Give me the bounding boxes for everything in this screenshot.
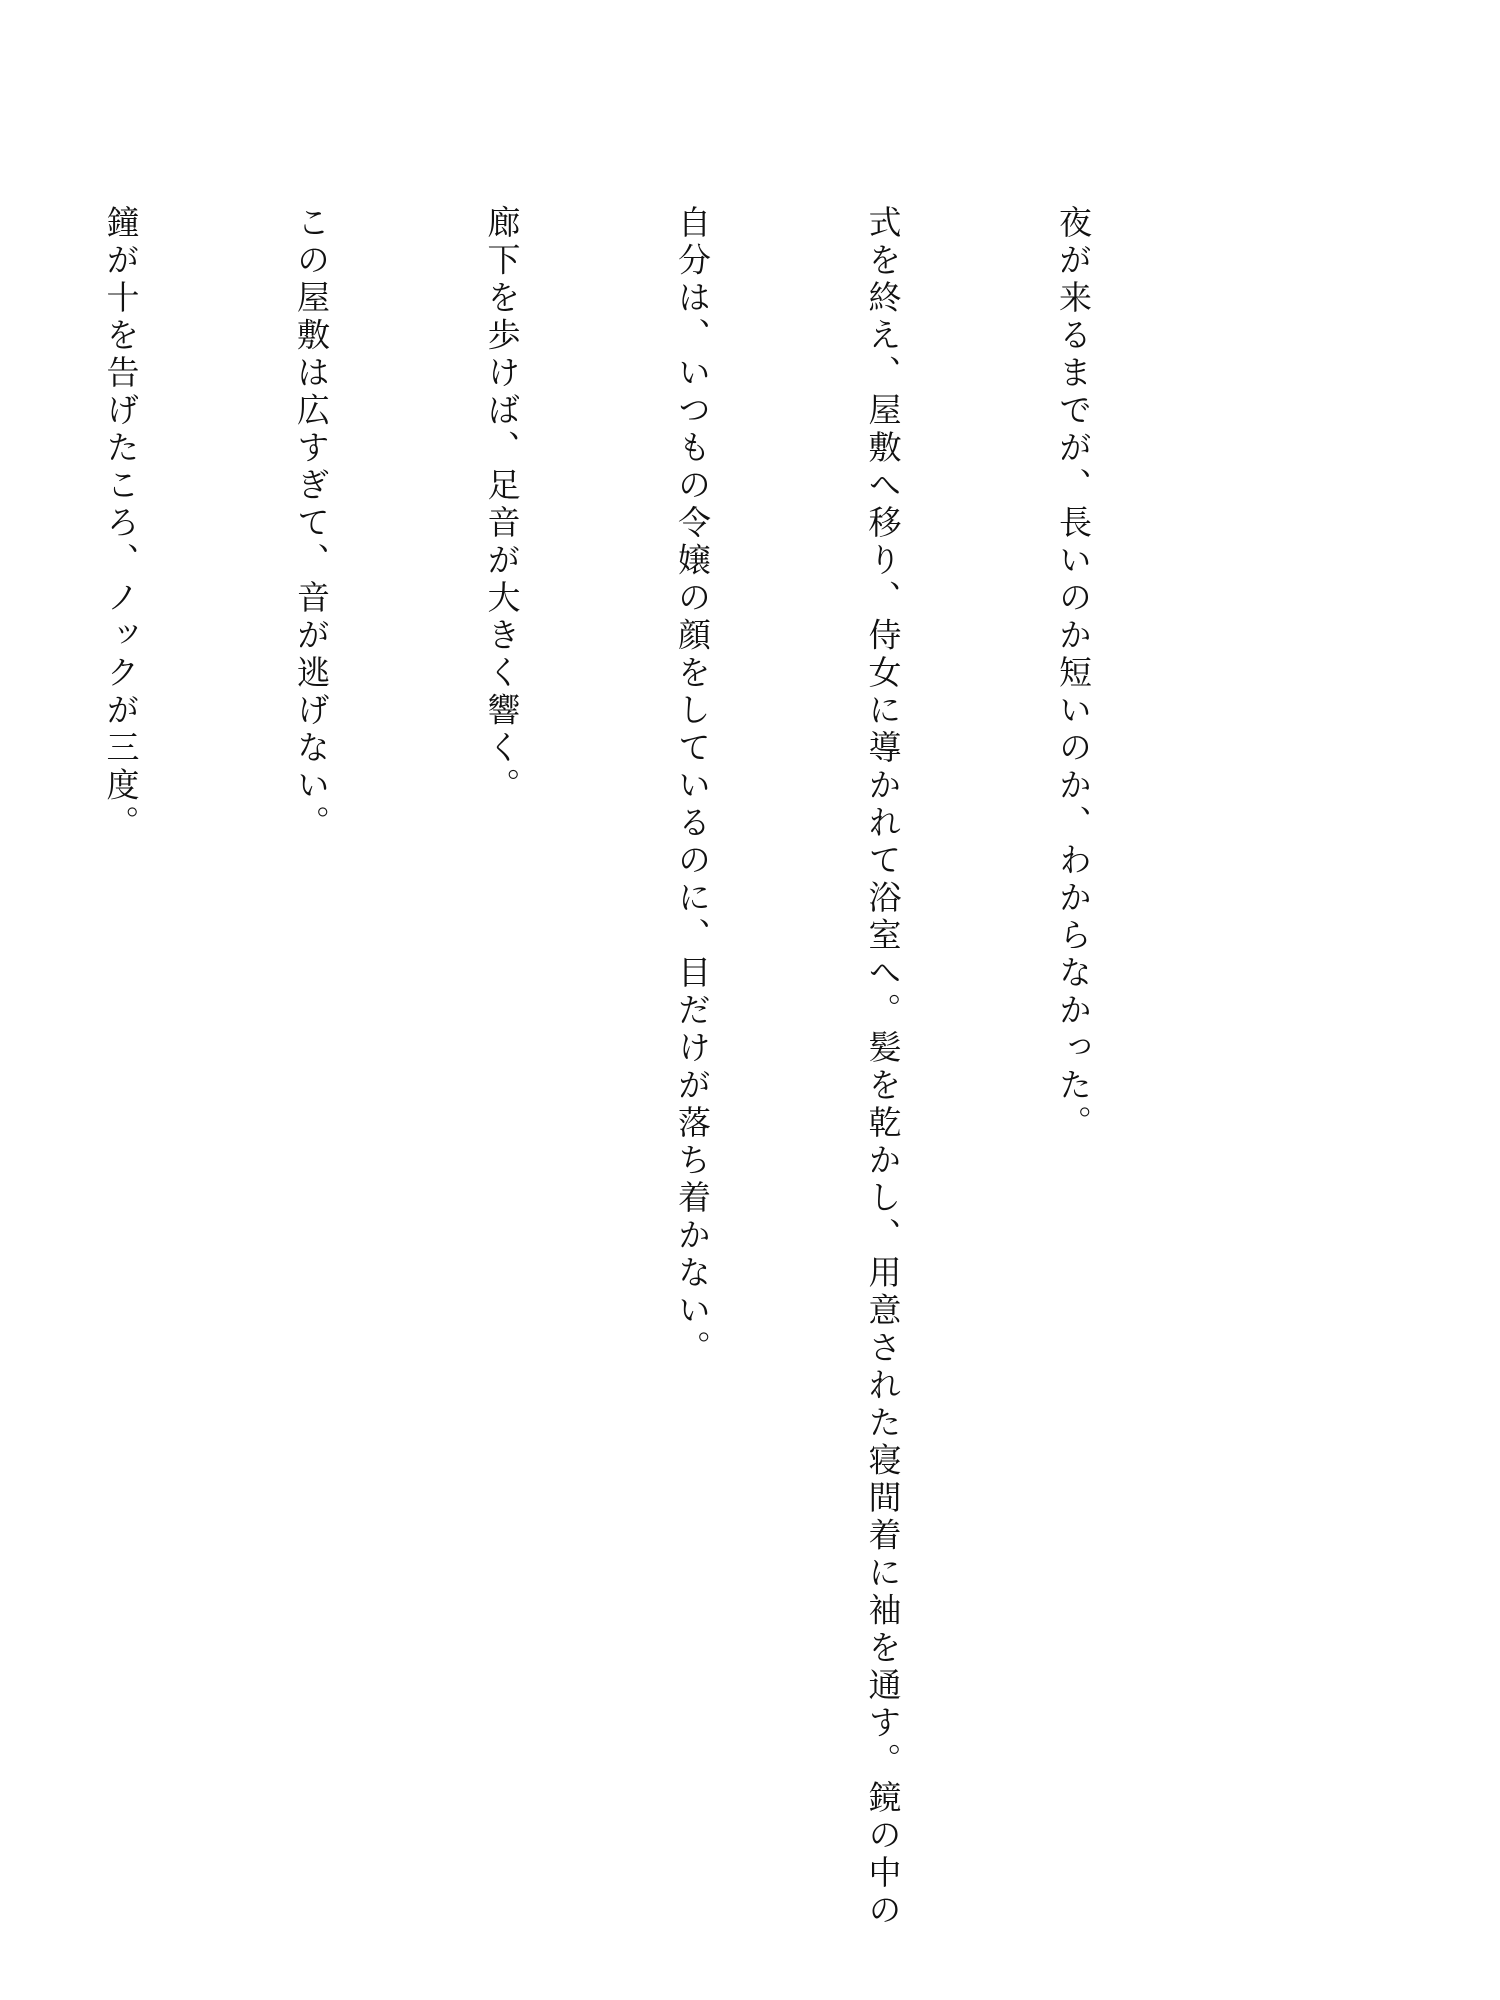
text-line-4: 廊下を歩けば、足音が大きく響く。 — [482, 205, 522, 805]
vertical-text-body — [0, 205, 1232, 1930]
text-line-1: 夜が来るまでが、長いのか短いのか、わからなかった。 — [1054, 205, 1093, 1143]
text-line-2: 式を終え、屋敷へ移り、侍女に導かれて浴室へ。髪を乾かし、用意された寝間着に袖を通す。鏡の中の — [863, 205, 903, 1930]
text-line-5: この屋敷は広すぎて、音が逃げない。 — [292, 205, 331, 843]
text-line-3: 自分は、いつもの令嬢の顔をしているのに、目だけが落ち着かない。 — [673, 205, 712, 1368]
text-line-6: 鐘が十を告げたころ、ノックが三度。 — [101, 205, 141, 843]
